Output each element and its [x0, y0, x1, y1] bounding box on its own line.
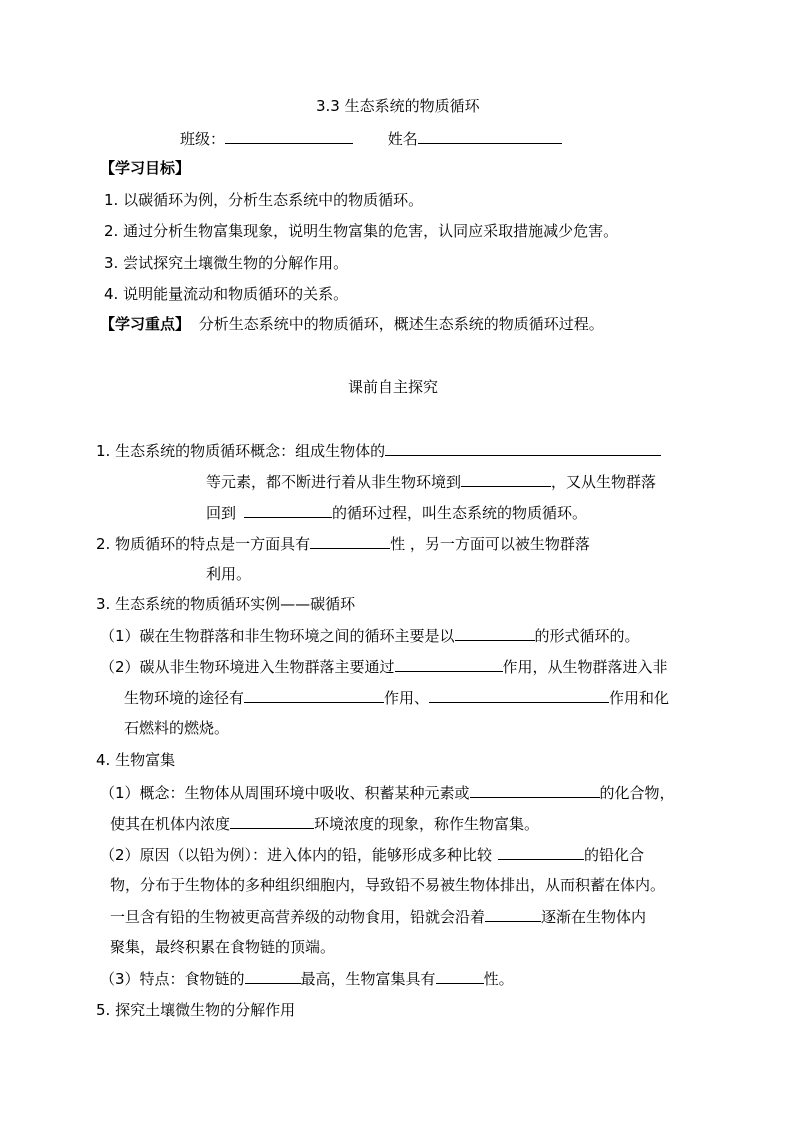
- q3-text: 生物环境的途径有: [124, 689, 245, 707]
- q1-blank-community[interactable]: [461, 471, 551, 487]
- q4-part-2: [100, 844, 644, 865]
- q4-part-3: [100, 968, 514, 989]
- q3-text: （2）碳从非生物环境进入生物群落主要通过: [100, 658, 395, 676]
- goal-item: 1. 以碳循环为例，分析生态系统中的物质循环。: [104, 191, 424, 209]
- q5-heading: 5. 探究土壤微生物的分解作用: [96, 1001, 296, 1019]
- q4-heading: 4. 生物富集: [96, 751, 176, 769]
- q4-text: 一旦含有铅的生物被更高营养级的动物食用，铅就会沿着: [110, 908, 486, 926]
- q4-text: 的化合物，: [599, 784, 675, 802]
- q1-text: 1. 生态系统的物质循环概念：组成生物体的: [96, 442, 386, 460]
- q1-blank-environment[interactable]: [244, 502, 332, 518]
- goals-heading: 【学习目标】: [100, 159, 191, 177]
- q4-blank-property[interactable]: [436, 968, 484, 984]
- q4-text: （2）原因（以铅为例）：进入体内的铅，能够形成多种比较: [100, 846, 493, 864]
- q4-text: 逐渐在生物体内: [541, 908, 647, 926]
- q3-blank-entry[interactable]: [395, 656, 503, 672]
- q2-blank-feature[interactable]: [310, 533, 390, 549]
- q1-text: 等元素，都不断进行着从非生物环境到: [206, 473, 462, 491]
- name-blank[interactable]: [418, 128, 562, 144]
- section-title: 课前自主探究: [348, 378, 439, 396]
- q3-part-1: [100, 625, 640, 646]
- q4-part-2-cont: [110, 906, 646, 927]
- q1-line-2: [206, 471, 656, 492]
- q4-text: 环境浓度的现象，称作生物富集。: [314, 815, 540, 833]
- class-name-line: [180, 128, 562, 149]
- q4-text: （1）概念：生物体从周围环境中吸收、积蓄某种元素或: [100, 784, 470, 802]
- name-label: 姓名: [387, 130, 418, 148]
- key-point: [100, 314, 604, 334]
- q3-part-2: [100, 656, 668, 677]
- q4-text: 的铅化合: [584, 846, 645, 864]
- q3-blank-path-1[interactable]: [244, 687, 384, 703]
- q4-blank-chain[interactable]: [485, 906, 541, 922]
- q3-blank-path-2[interactable]: [429, 687, 609, 703]
- q2-text: 2. 物质循环的特点是一方面具有: [96, 535, 311, 553]
- q3-text: 作用、: [384, 689, 430, 707]
- class-blank[interactable]: [225, 128, 353, 144]
- q3-part-2-cont: [124, 687, 669, 708]
- q4-text: 使其在机体内浓度: [110, 815, 231, 833]
- q4-blank-concept[interactable]: [470, 782, 600, 798]
- q3-heading: 3. 生态系统的物质循环实例——碳循环: [96, 595, 356, 613]
- q3-text: 作用，从生物群落进入非: [502, 658, 668, 676]
- page-title: 3.3 生态系统的物质循环: [316, 97, 480, 115]
- q4-part-2-end: 聚集，最终积累在食物链的顶端。: [110, 938, 336, 956]
- q4-text: 最高，生物富集具有: [300, 970, 436, 988]
- q4-part-1: [100, 782, 675, 803]
- q4-blank-highest[interactable]: [245, 968, 301, 984]
- key-point-heading: 【学习重点】: [100, 315, 191, 333]
- q4-part-1-cont: [110, 813, 539, 834]
- q2-text: 性 ，另一方面可以被生物群落: [390, 535, 590, 553]
- q4-blank-lead[interactable]: [498, 844, 584, 860]
- q1-line-1: [96, 440, 661, 461]
- class-label: 班级：: [180, 130, 226, 148]
- q3-text: （1）碳在生物群落和非生物环境之间的循环主要是以: [100, 627, 455, 645]
- q4-text: （3）特点：食物链的: [100, 970, 245, 988]
- q3-part-2-end: 石燃料的燃烧。: [124, 719, 230, 737]
- goal-item: 2. 通过分析生物富集现象，说明生物富集的危害，认同应采取措施减少危害。: [104, 222, 619, 240]
- key-point-text: 分析生态系统中的物质循环，概述生态系统的物质循环过程。: [198, 315, 604, 333]
- q1-line-3: [206, 502, 587, 523]
- q3-text: 作用和化: [609, 689, 670, 707]
- q1-text: ，又从生物群落: [551, 473, 657, 491]
- q2-line-1: [96, 533, 590, 554]
- q4-text: 性。: [483, 970, 514, 988]
- q3-text: 的形式循环的。: [534, 627, 640, 645]
- q4-blank-concentration[interactable]: [230, 813, 314, 829]
- goal-item: 4. 说明能量流动和物质循环的关系。: [104, 285, 349, 303]
- q4-part-2-cont: 物，分布于生物体的多种组织细胞内，导致铅不易被生物体排出，从而积蓄在体内。: [110, 876, 666, 894]
- q2-line-2: 利用。: [206, 565, 252, 583]
- q3-blank-form[interactable]: [455, 625, 535, 641]
- q1-blank-elements[interactable]: [385, 440, 661, 456]
- q1-text: 回到: [206, 504, 237, 522]
- goal-item: 3. 尝试探究土壤微生物的分解作用。: [104, 254, 349, 272]
- q1-text: 的循环过程，叫生态系统的物质循环。: [332, 504, 588, 522]
